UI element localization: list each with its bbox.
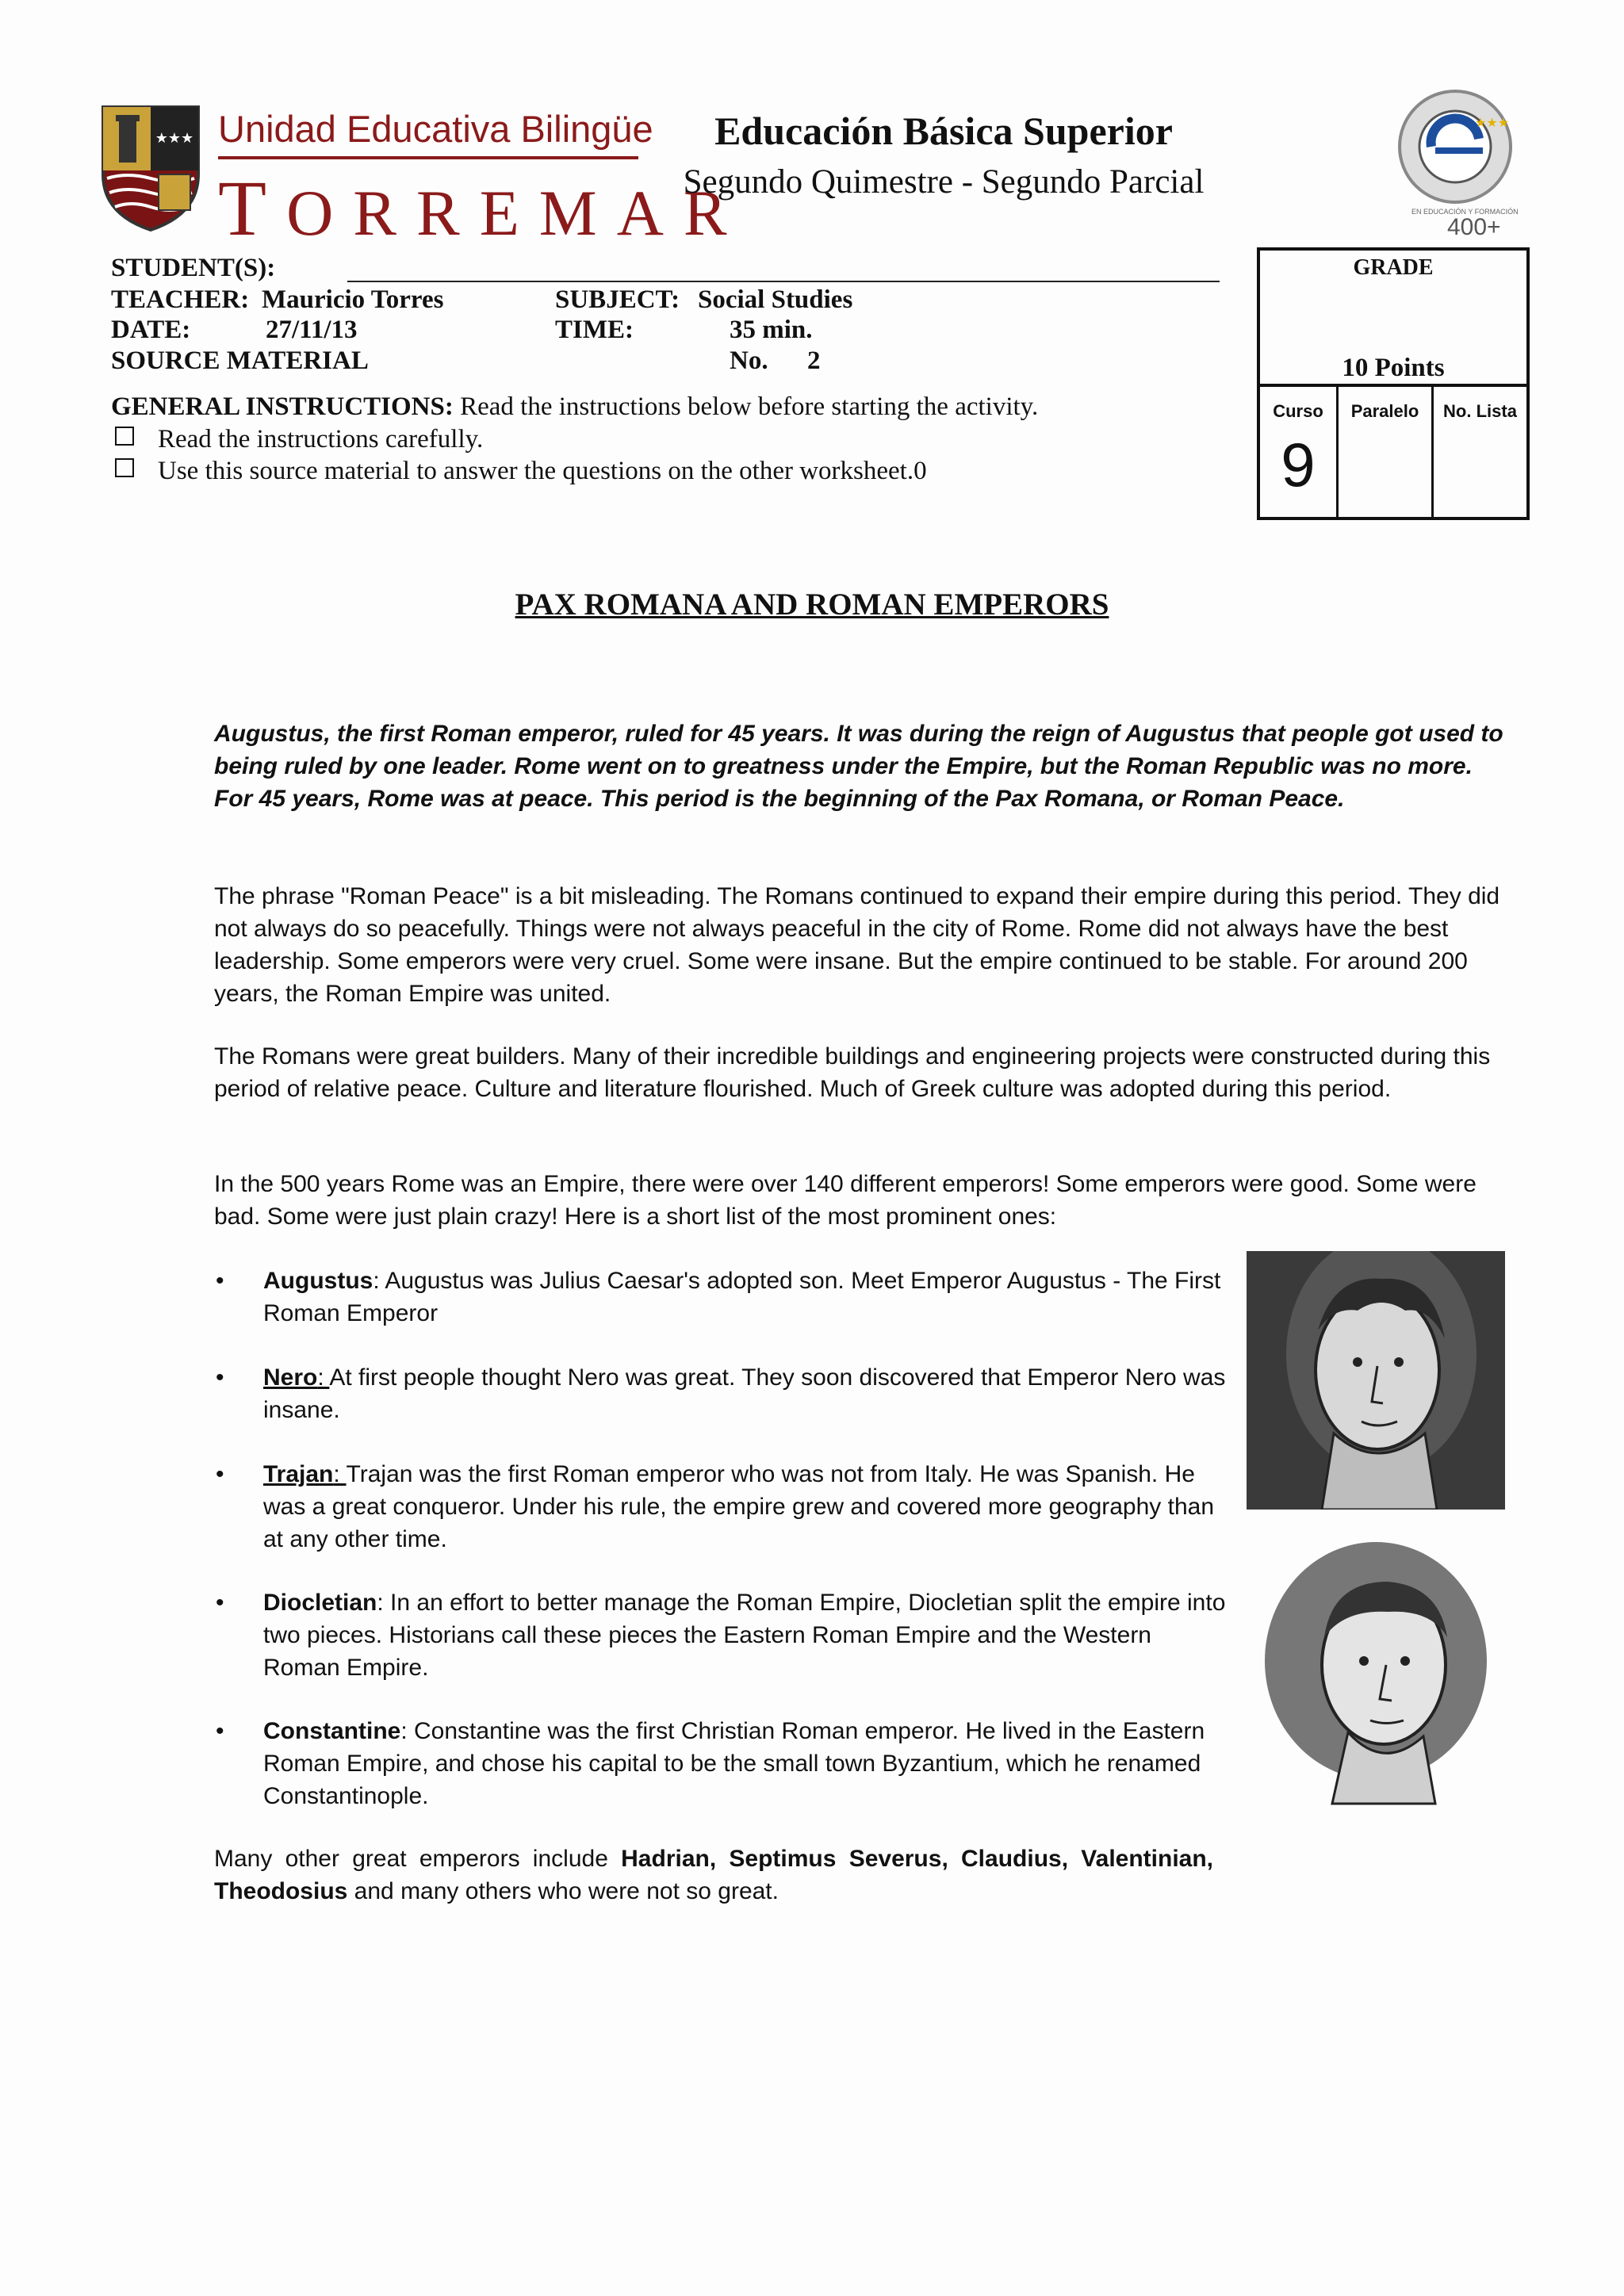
instructions-heading-text: Read the instructions below before starting the activity. xyxy=(460,392,1039,421)
school-name-rule xyxy=(218,156,638,159)
emperor-description: In an effort to better manage the Roman Empire, Diocletian split the empire into two pieces. Historians call these pieces the Eastern Roman Empire and the Western Roman Empire. xyxy=(263,1590,1226,1681)
student-name-line[interactable] xyxy=(347,281,1220,282)
grade-col-paralelo: Paralelo xyxy=(1350,401,1419,421)
list-item: • Constantine: Constantine was the first Christian Roman emperor. He lived in the Eastern Roman Empire, and chose his capital to be the small town Byzantium, which he renamed Constantinople. xyxy=(214,1715,1229,1812)
bullet-icon: • xyxy=(216,1364,224,1391)
paragraph: The Romans were great builders. Many of their incredible buildings and engineering projects were constructed during this period of relative peace. Culture and literature flourished. Much of Greek culture was adopted during this period. xyxy=(214,1043,1491,1102)
page-title: Educación Básica Superior xyxy=(714,109,1173,153)
bullet-icon: • xyxy=(216,1268,224,1294)
school-name-line1: Unidad Educativa Bilingüe xyxy=(218,108,653,150)
teacher-value: Mauricio Torres xyxy=(262,285,444,314)
page-subtitle: Segundo Quimestre - Segundo Parcial xyxy=(683,163,1205,201)
bullet-icon: • xyxy=(216,1590,224,1616)
grade-col-curso: Curso xyxy=(1273,401,1323,421)
certification-number: 400+ xyxy=(1447,214,1501,240)
grade-points: 10 Points xyxy=(1342,354,1445,382)
grade-col-no-lista: No. Lista xyxy=(1443,401,1517,421)
portrait-icon xyxy=(1247,1251,1505,1510)
nero-portrait-image xyxy=(1247,1251,1505,1510)
checkbox-icon[interactable] xyxy=(115,458,134,477)
svg-text:EN EDUCACIÓN Y FORMACIÓN: EN EDUCACIÓN Y FORMACIÓN xyxy=(1411,208,1519,216)
emperor-name: Diocletian xyxy=(263,1590,377,1616)
list-item: • Augustus: Augustus was Julius Caesar's adopted son. Meet Emperor Augustus - The First Roman Emperor xyxy=(214,1265,1229,1330)
closing-paragraph: Many other great emperors include Hadrian, Septimus Severus, Claudius, Valentinian, Theodosius and many others who were not so great. xyxy=(214,1846,1213,1904)
date-value: 27/11/13 xyxy=(266,316,358,344)
date-label: DATE: xyxy=(111,316,191,344)
grade-divider xyxy=(1260,384,1526,387)
svg-text:★★★: ★★★ xyxy=(1475,117,1510,130)
bullet-icon: • xyxy=(216,1461,224,1487)
emperor-name: Nero xyxy=(263,1364,318,1391)
time-value: 35 min. xyxy=(730,316,813,344)
grade-box xyxy=(1257,247,1530,520)
number-value: 2 xyxy=(807,346,821,375)
source-material-label: SOURCE MATERIAL xyxy=(111,346,369,375)
emperor-name: Augustus xyxy=(263,1268,373,1294)
emperor-bust-image xyxy=(1253,1542,1499,1812)
emperor-name: Trajan xyxy=(263,1461,334,1487)
student-label: STUDENT(S): xyxy=(111,254,276,282)
school-logo xyxy=(95,91,747,252)
paragraph: In the 500 years Rome was an Empire, there were over 140 different emperors! Some emperors were good. Some were bad. Some were just plain crazy! Here is a short list of the most prominent ones: xyxy=(214,1171,1477,1230)
school-crest-icon xyxy=(95,99,206,234)
grade-curso-value: 9 xyxy=(1281,430,1316,499)
school-name-line2: TORREMAR xyxy=(218,164,747,252)
bullet-icon: • xyxy=(216,1718,224,1744)
svg-text:★★★: ★★★ xyxy=(155,130,194,146)
bust-icon xyxy=(1253,1542,1499,1812)
emperor-description: Trajan was the first Roman emperor who was not from Italy. He was Spanish. He was a great conqueror. Under his rule, the empire grew and covered more geography than at any other time. xyxy=(263,1461,1215,1552)
emperor-name: Constantine xyxy=(263,1718,401,1744)
subject-value: Social Studies xyxy=(698,285,853,314)
instruction-item: Read the instructions carefully. xyxy=(115,425,483,454)
certification-badge xyxy=(1388,83,1530,242)
emperor-description: Constantine was the first Christian Roman emperor. He lived in the Eastern Roman Empire, and chose his capital to be the small town Byzantium, which he renamed Constantinople. xyxy=(263,1718,1205,1809)
number-label: No. xyxy=(730,346,768,375)
general-instructions xyxy=(111,392,1038,422)
paragraph: The phrase "Roman Peace" is a bit misleading. The Romans continued to expand their empire during this period. They did not always do so peacefully. Things were not always peaceful in the city of Rome. Rome did not always have the best leadership. Some emperors were very cruel. Some were insane. But the empire continued to be stable. For around 200 years, the Roman Empire was united. xyxy=(214,883,1500,1007)
document-title: PAX ROMANA AND ROMAN EMPERORS xyxy=(515,587,1109,622)
instruction-item: Use this source material to answer the questions on the other worksheet.0 xyxy=(115,457,927,486)
checkbox-icon[interactable] xyxy=(115,427,134,446)
emperor-description: Augustus was Julius Caesar's adopted son. Meet Emperor Augustus - The First Roman Emperor xyxy=(263,1268,1221,1326)
list-item: • Diocletian: In an effort to better manage the Roman Empire, Diocletian split the empire into two pieces. Historians call these pieces the Eastern Roman Empire and the Western Roman Empire. xyxy=(214,1586,1229,1684)
emperor-description: At first people thought Nero was great. They soon discovered that Emperor Nero was insane. xyxy=(263,1364,1226,1423)
subject-label: SUBJECT: xyxy=(555,285,680,314)
intro-paragraph: Augustus, the first Roman emperor, ruled for 45 years. It was during the reign of Augustus that people got used to being ruled by one leader. Rome went on to greatness under the Empire, but the Roman Republic was no more. For 45 years, Rome was at peace. This period is the beginning of the Pax Romana, or Roman Peace. xyxy=(214,721,1503,812)
time-label: TIME: xyxy=(555,316,634,344)
teacher-label: TEACHER: xyxy=(111,285,250,314)
other-emperors: Hadrian, Septimus Severus, Claudius, Valentinian, Theodosius xyxy=(214,1846,1213,1904)
list-item: • Trajan: Trajan was the first Roman emperor who was not from Italy. He was Spanish. He was a great conqueror. Under his rule, the empire grew and covered more geography than at any other time. xyxy=(214,1458,1229,1556)
list-item: • Nero: At first people thought Nero was great. They soon discovered that Emperor Nero was insane. xyxy=(214,1361,1229,1426)
grade-label: GRADE xyxy=(1353,255,1434,280)
instructions-heading: GENERAL INSTRUCTIONS: xyxy=(111,392,454,421)
